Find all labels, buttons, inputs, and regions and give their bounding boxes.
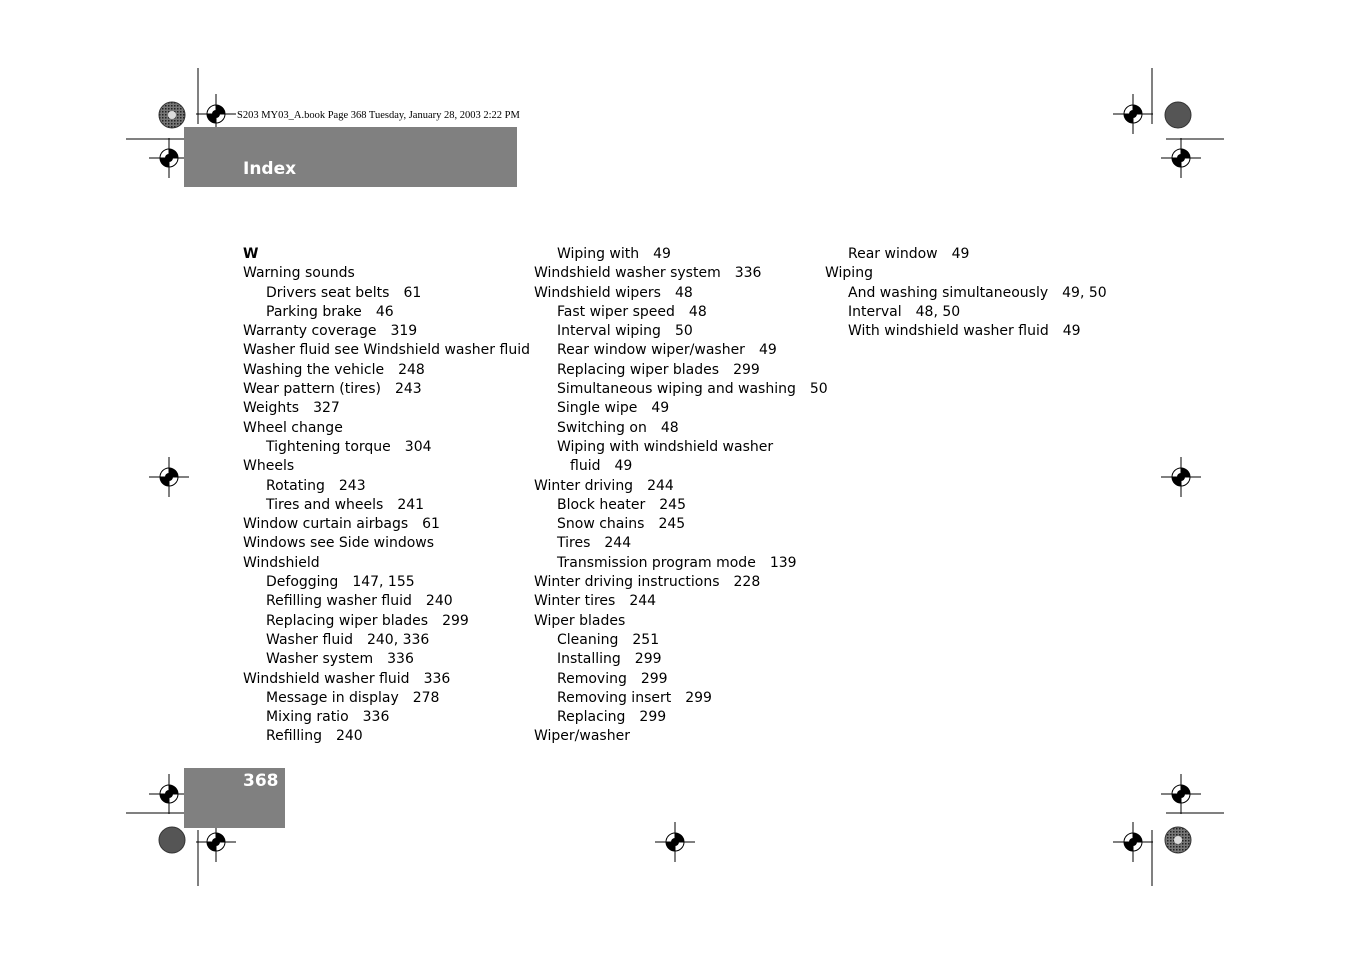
index-page-ref: 336 xyxy=(362,709,390,726)
index-page-ref: 49 xyxy=(758,342,777,359)
index-term: Wheels xyxy=(243,458,295,475)
index-entry xyxy=(534,341,828,360)
index-entry xyxy=(534,284,828,303)
index-page-ref: 244 xyxy=(629,593,657,610)
index-term: Windshield washer fluid xyxy=(243,670,410,687)
index-term: Refilling washer fluid xyxy=(266,593,412,610)
index-entry xyxy=(534,670,828,689)
registration-mark xyxy=(149,457,189,497)
index-entry xyxy=(534,303,828,322)
index-entry xyxy=(243,534,530,553)
index-term: Switching on xyxy=(557,419,647,436)
index-entry xyxy=(243,708,530,727)
index-entry xyxy=(243,264,530,283)
index-term: Rear window xyxy=(848,246,938,262)
index-entry xyxy=(534,534,828,553)
index-term: Tires and wheels xyxy=(266,496,384,513)
index-term: Removing xyxy=(557,670,627,687)
index-term: Installing xyxy=(557,651,621,668)
gray-target xyxy=(1165,102,1191,128)
index-term: Cleaning xyxy=(557,631,619,648)
index-term: Wiper/washer xyxy=(534,728,630,745)
index-entry xyxy=(534,457,828,476)
index-page-ref: 49, 50 xyxy=(1062,284,1107,301)
starburst-target xyxy=(159,102,185,128)
index-term: Wiper blades xyxy=(534,612,626,629)
index-term: Window curtain airbags xyxy=(243,516,409,533)
index-entry xyxy=(534,380,828,399)
index-entry xyxy=(243,477,530,496)
index-entry xyxy=(243,689,530,708)
index-entry xyxy=(243,612,530,631)
index-page-ref: 240, 336 xyxy=(366,631,430,648)
index-page-ref: 48 xyxy=(660,419,679,436)
index-entry xyxy=(534,477,828,496)
registration-mark xyxy=(196,822,236,862)
index-term: Snow chains xyxy=(557,516,645,533)
index-page-ref: 228 xyxy=(733,574,761,591)
index-term: Drivers seat belts xyxy=(266,284,390,301)
index-term: Wiping xyxy=(825,265,873,282)
index-term: fluid xyxy=(570,458,601,475)
index-entry xyxy=(243,670,530,689)
index-entry xyxy=(534,631,828,650)
index-term: Removing insert xyxy=(557,689,672,706)
index-entry xyxy=(825,322,1107,341)
index-page-ref: 49 xyxy=(951,246,970,262)
index-page-ref: 245 xyxy=(659,496,686,513)
index-entry xyxy=(243,438,530,457)
index-page-ref: 336 xyxy=(423,670,451,687)
index-term: Message in display xyxy=(266,689,399,706)
index-entry xyxy=(534,554,828,573)
index-page-ref: 50 xyxy=(809,381,828,398)
index-term: Weights xyxy=(243,400,300,417)
index-term: Mixing ratio xyxy=(266,709,349,726)
index-entry xyxy=(243,631,530,650)
index-entry xyxy=(243,554,530,573)
index-entry xyxy=(243,727,530,746)
index-term: Tightening torque xyxy=(266,438,391,455)
index-page-ref: 299 xyxy=(634,651,662,668)
index-page-ref: 336 xyxy=(734,265,762,282)
index-term: Windshield xyxy=(243,554,320,571)
index-entry xyxy=(534,322,828,341)
index-page-ref: 61 xyxy=(403,284,422,301)
index-page-ref: 46 xyxy=(375,303,394,320)
index-page-ref: 48, 50 xyxy=(915,303,961,320)
index-term: Rear window wiper/washer xyxy=(557,342,745,359)
index-term: Washer fluid see Windshield washer fluid xyxy=(243,342,530,359)
index-page-ref: 327 xyxy=(313,400,340,417)
index-page-ref: 240 xyxy=(425,593,453,610)
registration-mark xyxy=(149,138,189,178)
index-page-ref: 299 xyxy=(733,361,760,378)
index-term: Washer fluid xyxy=(266,631,353,648)
index-term: Transmission program mode xyxy=(557,554,756,571)
index-entry xyxy=(534,689,828,708)
index-page-ref: 248 xyxy=(398,361,425,378)
index-entry xyxy=(243,457,530,476)
index-page-ref: 243 xyxy=(394,381,422,398)
registration-mark xyxy=(1161,774,1201,814)
index-page-ref: 299 xyxy=(640,670,668,687)
index-term: Block heater xyxy=(557,496,646,513)
index-term: Winter driving xyxy=(534,477,634,494)
index-entry xyxy=(534,515,828,534)
index-entry xyxy=(534,650,828,669)
index-page-ref: 299 xyxy=(685,689,712,706)
index-entry xyxy=(534,496,828,515)
index-page-ref: 48 xyxy=(688,303,707,320)
index-page-ref: 147, 155 xyxy=(352,574,415,591)
gray-target xyxy=(159,827,185,853)
index-page-ref: 49 xyxy=(653,246,671,262)
index-term: Fast wiper speed xyxy=(557,303,675,320)
index-term: Simultaneous wiping and washing xyxy=(557,381,796,398)
index-page-ref: 49 xyxy=(1062,323,1081,340)
index-entry xyxy=(534,708,828,727)
index-page-ref: 245 xyxy=(658,516,686,533)
index-page-ref: 304 xyxy=(404,438,432,455)
index-entry xyxy=(243,341,530,360)
registration-mark xyxy=(1113,94,1153,134)
index-entry xyxy=(534,727,828,746)
index-entry xyxy=(534,399,828,418)
index-entry xyxy=(243,303,530,322)
index-page-ref: 61 xyxy=(422,516,440,533)
registration-mark xyxy=(1113,822,1153,862)
index-entry xyxy=(243,573,530,592)
index-page-ref: 139 xyxy=(769,554,797,571)
index-term: Replacing wiper blades xyxy=(557,361,720,378)
index-page-ref: 240 xyxy=(335,728,363,745)
page-number: 368 xyxy=(243,771,279,791)
index-letter-heading xyxy=(243,245,530,264)
index-entry xyxy=(243,496,530,515)
index-entry xyxy=(534,419,828,438)
index-term: Replacing xyxy=(557,709,626,726)
index-page-ref: 241 xyxy=(397,496,425,513)
registration-mark xyxy=(149,774,189,814)
index-term: Windshield washer system xyxy=(534,265,721,282)
index-term: Warranty coverage xyxy=(243,323,377,340)
index-term: Washing the vehicle xyxy=(243,361,385,378)
section-title: Index xyxy=(243,159,297,179)
index-term: Interval wiping xyxy=(557,323,661,340)
print-header: S203 MY03_A.book Page 368 Tuesday, January 28, 2003 2:22 PM xyxy=(237,110,520,121)
index-entry xyxy=(243,399,530,418)
index-page-ref: 244 xyxy=(647,477,674,494)
index-page-ref: 49 xyxy=(651,400,670,417)
index-term: Replacing wiper blades xyxy=(266,612,429,629)
index-entry xyxy=(243,322,530,341)
index-term: Tires xyxy=(557,535,591,552)
registration-mark xyxy=(1161,138,1201,178)
index-term: Warning sounds xyxy=(243,265,355,282)
index-term: Wear pattern (tires) xyxy=(243,381,381,398)
index-page-ref: 243 xyxy=(338,477,366,494)
index-page-ref: 336 xyxy=(387,651,414,668)
index-term: Washer system xyxy=(266,651,374,668)
index-term: Rotating xyxy=(266,477,325,494)
index-column-3 xyxy=(825,245,1107,341)
registration-mark xyxy=(1161,457,1201,497)
index-term: Winter driving instructions xyxy=(534,574,720,591)
index-term: Defogging xyxy=(266,574,339,591)
index-entry xyxy=(825,264,1107,283)
index-page-ref: 299 xyxy=(639,709,667,726)
index-entry xyxy=(534,612,828,631)
index-term: Wiping with windshield washer xyxy=(557,438,774,455)
index-page-ref: 244 xyxy=(604,535,632,552)
index-column-2 xyxy=(534,245,828,747)
index-term: Windshield wipers xyxy=(534,284,661,301)
index-term: Wiping with xyxy=(557,246,640,262)
index-term: Parking brake xyxy=(266,303,362,320)
index-term: With windshield washer fluid xyxy=(848,323,1049,340)
index-page-ref: 299 xyxy=(442,612,469,629)
index-entry xyxy=(825,245,1107,264)
index-page-ref: 278 xyxy=(412,689,440,706)
index-entry xyxy=(243,284,530,303)
index-entry xyxy=(534,245,828,264)
index-entry xyxy=(243,361,530,380)
section-tab xyxy=(184,127,517,187)
index-entry xyxy=(534,573,828,592)
index-term: Interval xyxy=(848,303,902,320)
index-column-1 xyxy=(243,245,530,747)
index-term: Wheel change xyxy=(243,419,343,436)
index-entry xyxy=(243,592,530,611)
index-page-ref: 48 xyxy=(674,284,693,301)
index-entry xyxy=(243,380,530,399)
index-entry xyxy=(534,438,828,457)
index-entry xyxy=(243,419,530,438)
index-term: W xyxy=(243,246,259,262)
index-entry xyxy=(825,303,1107,322)
index-page-ref: 251 xyxy=(632,631,660,648)
registration-mark xyxy=(655,822,695,862)
index-term: Single wipe xyxy=(557,400,638,417)
index-term: Refilling xyxy=(266,728,322,745)
index-page-ref: 49 xyxy=(614,458,633,475)
starburst-target xyxy=(1165,827,1191,853)
index-term: Windows see Side windows xyxy=(243,535,435,552)
index-page-ref: 50 xyxy=(674,323,693,340)
index-entry xyxy=(243,650,530,669)
index-term: Winter tires xyxy=(534,593,616,610)
index-term: And washing simultaneously xyxy=(848,284,1049,301)
index-entry xyxy=(825,284,1107,303)
index-page-ref: 319 xyxy=(390,323,418,340)
index-entry xyxy=(534,592,828,611)
index-entry xyxy=(243,515,530,534)
index-entry xyxy=(534,361,828,380)
index-entry xyxy=(534,264,828,283)
